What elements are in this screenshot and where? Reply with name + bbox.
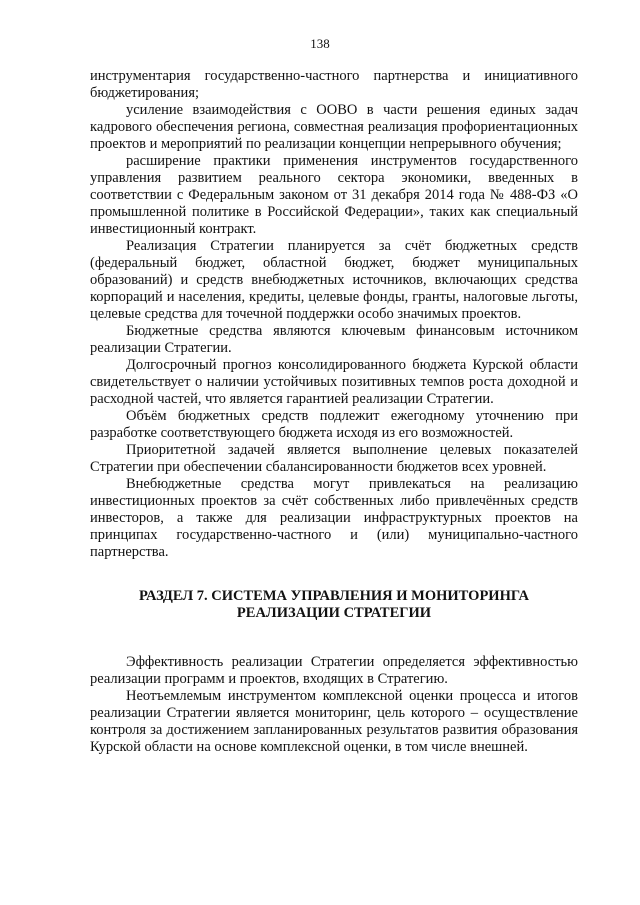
paragraph: расширение практики применения инструментов государственного управления развитием реального сектора экономики, введенных в соответствии с Федеральным законом от 31 декабря 2014 года № 488-ФЗ «О промышленной политике в Российской Федерации», таких как специальный инвестиционный контракт. xyxy=(90,153,578,237)
paragraph: Долгосрочный прогноз консолидированного бюджета Курской области свидетельствует о наличии устойчивых позитивных темпов роста доходной и расходной частей, что является гарантией реализации Стратегии. xyxy=(90,357,578,407)
paragraph: усиление взаимодействия с ООВО в части решения единых задач кадрового обеспечения региона, совместная реализация профориентационных проектов и мероприятий по реализации концепции непрерывного обучения; xyxy=(90,102,578,152)
paragraph: инструментария государственно-частного партнерства и инициативного бюджетирования; xyxy=(90,68,578,101)
section-heading-line-1: РАЗДЕЛ 7. СИСТЕМА УПРАВЛЕНИЯ И МОНИТОРИНГА xyxy=(139,588,529,604)
document-body xyxy=(90,68,578,756)
paragraphs-before-section xyxy=(90,68,578,561)
paragraph: Бюджетные средства являются ключевым финансовым источником реализации Стратегии. xyxy=(90,323,578,356)
paragraph: Приоритетной задачей является выполнение целевых показателей Стратегии при обеспечении сбалансированности бюджетов всех уровней. xyxy=(90,442,578,475)
paragraph: Объём бюджетных средств подлежит ежегодному уточнению при разработке соответствующего бюджета исходя из его возможностей. xyxy=(90,408,578,441)
paragraph: Реализация Стратегии планируется за счёт бюджетных средств (федеральный бюджет, областной бюджет, бюджет муниципальных образований) и средств внебюджетных источников, включающих средства корпораций и населения, кредиты, целевые фонды, гранты, налоговые льготы, целевые средства для точечной поддержки особо значимых проектов. xyxy=(90,238,578,322)
paragraph: Внебюджетные средства могут привлекаться на реализацию инвестиционных проектов за счёт собственных либо привлечённых средств инвесторов, а также для реализации инфраструктурных проектов на принципах государственно-частного и (или) муниципально-частного партнерства. xyxy=(90,476,578,560)
section-heading xyxy=(90,588,578,622)
paragraph: Эффективность реализации Стратегии определяется эффективностью реализации программ и проектов, входящих в Стратегию. xyxy=(90,654,578,687)
section-heading-line-2: РЕАЛИЗАЦИИ СТРАТЕГИИ xyxy=(236,605,432,621)
paragraphs-after-section xyxy=(90,654,578,756)
page-number: 138 xyxy=(310,36,330,51)
paragraph: Неотъемлемым инструментом комплексной оценки процесса и итогов реализации Стратегии является мониторинг, цель которого – осуществление контроля за достижением запланированных результатов развития образования Курской области на основе комплексной оценки, в том числе внешней. xyxy=(90,688,578,755)
